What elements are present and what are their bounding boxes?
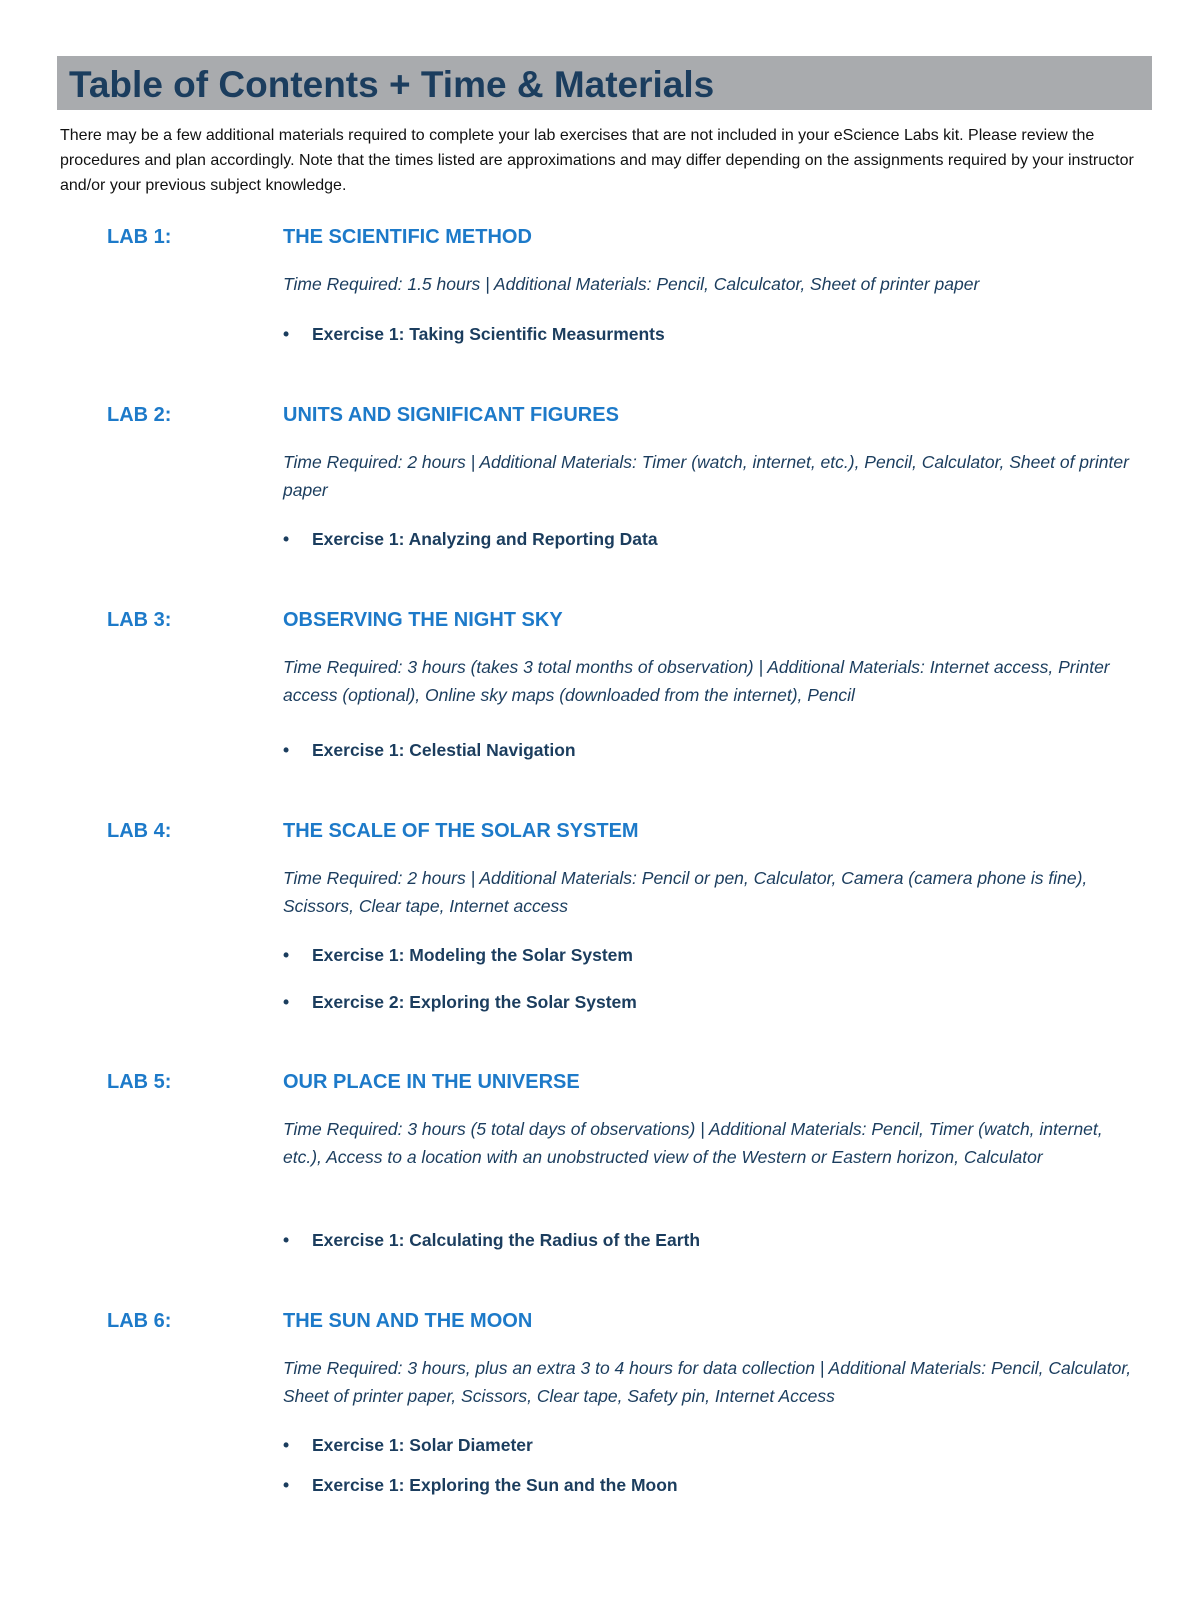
bullet-icon: • <box>283 1230 290 1250</box>
intro-paragraph: There may be a few additional materials required to complete your lab exercises that are not included in your eScience Labs kit. Please review the procedures and plan accordingly. Note that the times listed are approximations and may differ depending on the assignments required by your instructor and/or your previous subject knowledge. <box>60 127 1134 194</box>
lab-time-materials: Time Required: 3 hours (5 total days of observations) | Additional Materials: Pencil, Timer (watch, internet, etc.), Access to a location with an unobstructed view of the Western or Eastern horizon, Calculator <box>283 1119 1103 1167</box>
lab-title: UNITS AND SIGNIFICANT FIGURES <box>283 404 619 426</box>
exercise-label: Exercise 1: Exploring the Sun and the Moon <box>312 1475 678 1495</box>
bullet-icon: • <box>283 740 290 760</box>
bullet-icon: • <box>283 1475 290 1495</box>
exercise-item <box>283 322 665 346</box>
lab-time-materials: Time Required: 3 hours, plus an extra 3 to 4 hours for data collection | Additional Materials: Pencil, Calculator, Sheet of printer paper, Scissors, Clear tape, Safety pin, Internet Access <box>283 1358 1132 1406</box>
bullet-icon: • <box>283 529 290 549</box>
bullet-icon: • <box>283 992 290 1012</box>
lab-number: LAB 6: <box>107 1310 172 1332</box>
lab-title: THE SCALE OF THE SOLAR SYSTEM <box>283 820 639 842</box>
exercise-label: Exercise 1: Taking Scientific Measurments <box>312 324 665 344</box>
exercise-label: Exercise 1: Celestial Navigation <box>312 740 576 760</box>
lab-title: OUR PLACE IN THE UNIVERSE <box>283 1071 580 1093</box>
lab-number: LAB 5: <box>107 1071 172 1093</box>
exercise-label: Exercise 1: Calculating the Radius of the Earth <box>312 1230 701 1250</box>
exercise-label: Exercise 2: Exploring the Solar System <box>312 992 637 1012</box>
bullet-icon: • <box>283 945 290 965</box>
bullet-icon: • <box>283 324 290 344</box>
exercise-item <box>283 1433 533 1457</box>
lab-title: OBSERVING THE NIGHT SKY <box>283 609 563 631</box>
lab-time-materials: Time Required: 2 hours | Additional Materials: Pencil or pen, Calculator, Camera (camera phone is fine), Scissors, Clear tape, Internet access <box>283 868 1088 916</box>
lab-number: LAB 3: <box>107 609 172 631</box>
exercise-item <box>283 1228 700 1252</box>
lab-time-materials: Time Required: 1.5 hours | Additional Materials: Pencil, Calculcator, Sheet of printer paper <box>283 274 980 294</box>
header-bar <box>57 56 1152 110</box>
exercise-item <box>283 943 633 967</box>
exercise-label: Exercise 1: Analyzing and Reporting Data <box>312 529 658 549</box>
lab-number: LAB 1: <box>107 226 172 248</box>
exercise-item <box>283 738 576 762</box>
lab-title: THE SUN AND THE MOON <box>283 1310 533 1332</box>
exercise-label: Exercise 1: Modeling the Solar System <box>312 945 633 965</box>
page-title: Table of Contents + Time & Materials <box>69 64 715 105</box>
exercise-item <box>283 1473 678 1497</box>
exercise-item <box>283 990 637 1014</box>
exercise-item <box>283 527 658 551</box>
lab-time-materials: Time Required: 2 hours | Additional Materials: Timer (watch, internet, etc.), Pencil, Calculator, Sheet of printer paper <box>283 452 1129 500</box>
lab-number: LAB 2: <box>107 404 172 426</box>
lab-title: THE SCIENTIFIC METHOD <box>283 226 532 248</box>
exercise-label: Exercise 1: Solar Diameter <box>312 1435 533 1455</box>
lab-time-materials: Time Required: 3 hours (takes 3 total months of observation) | Additional Materials: Internet access, Printer access (optional), Online sky maps (downloaded from the internet), Pencil <box>283 657 1110 705</box>
bullet-icon: • <box>283 1435 290 1455</box>
lab-number: LAB 4: <box>107 820 172 842</box>
